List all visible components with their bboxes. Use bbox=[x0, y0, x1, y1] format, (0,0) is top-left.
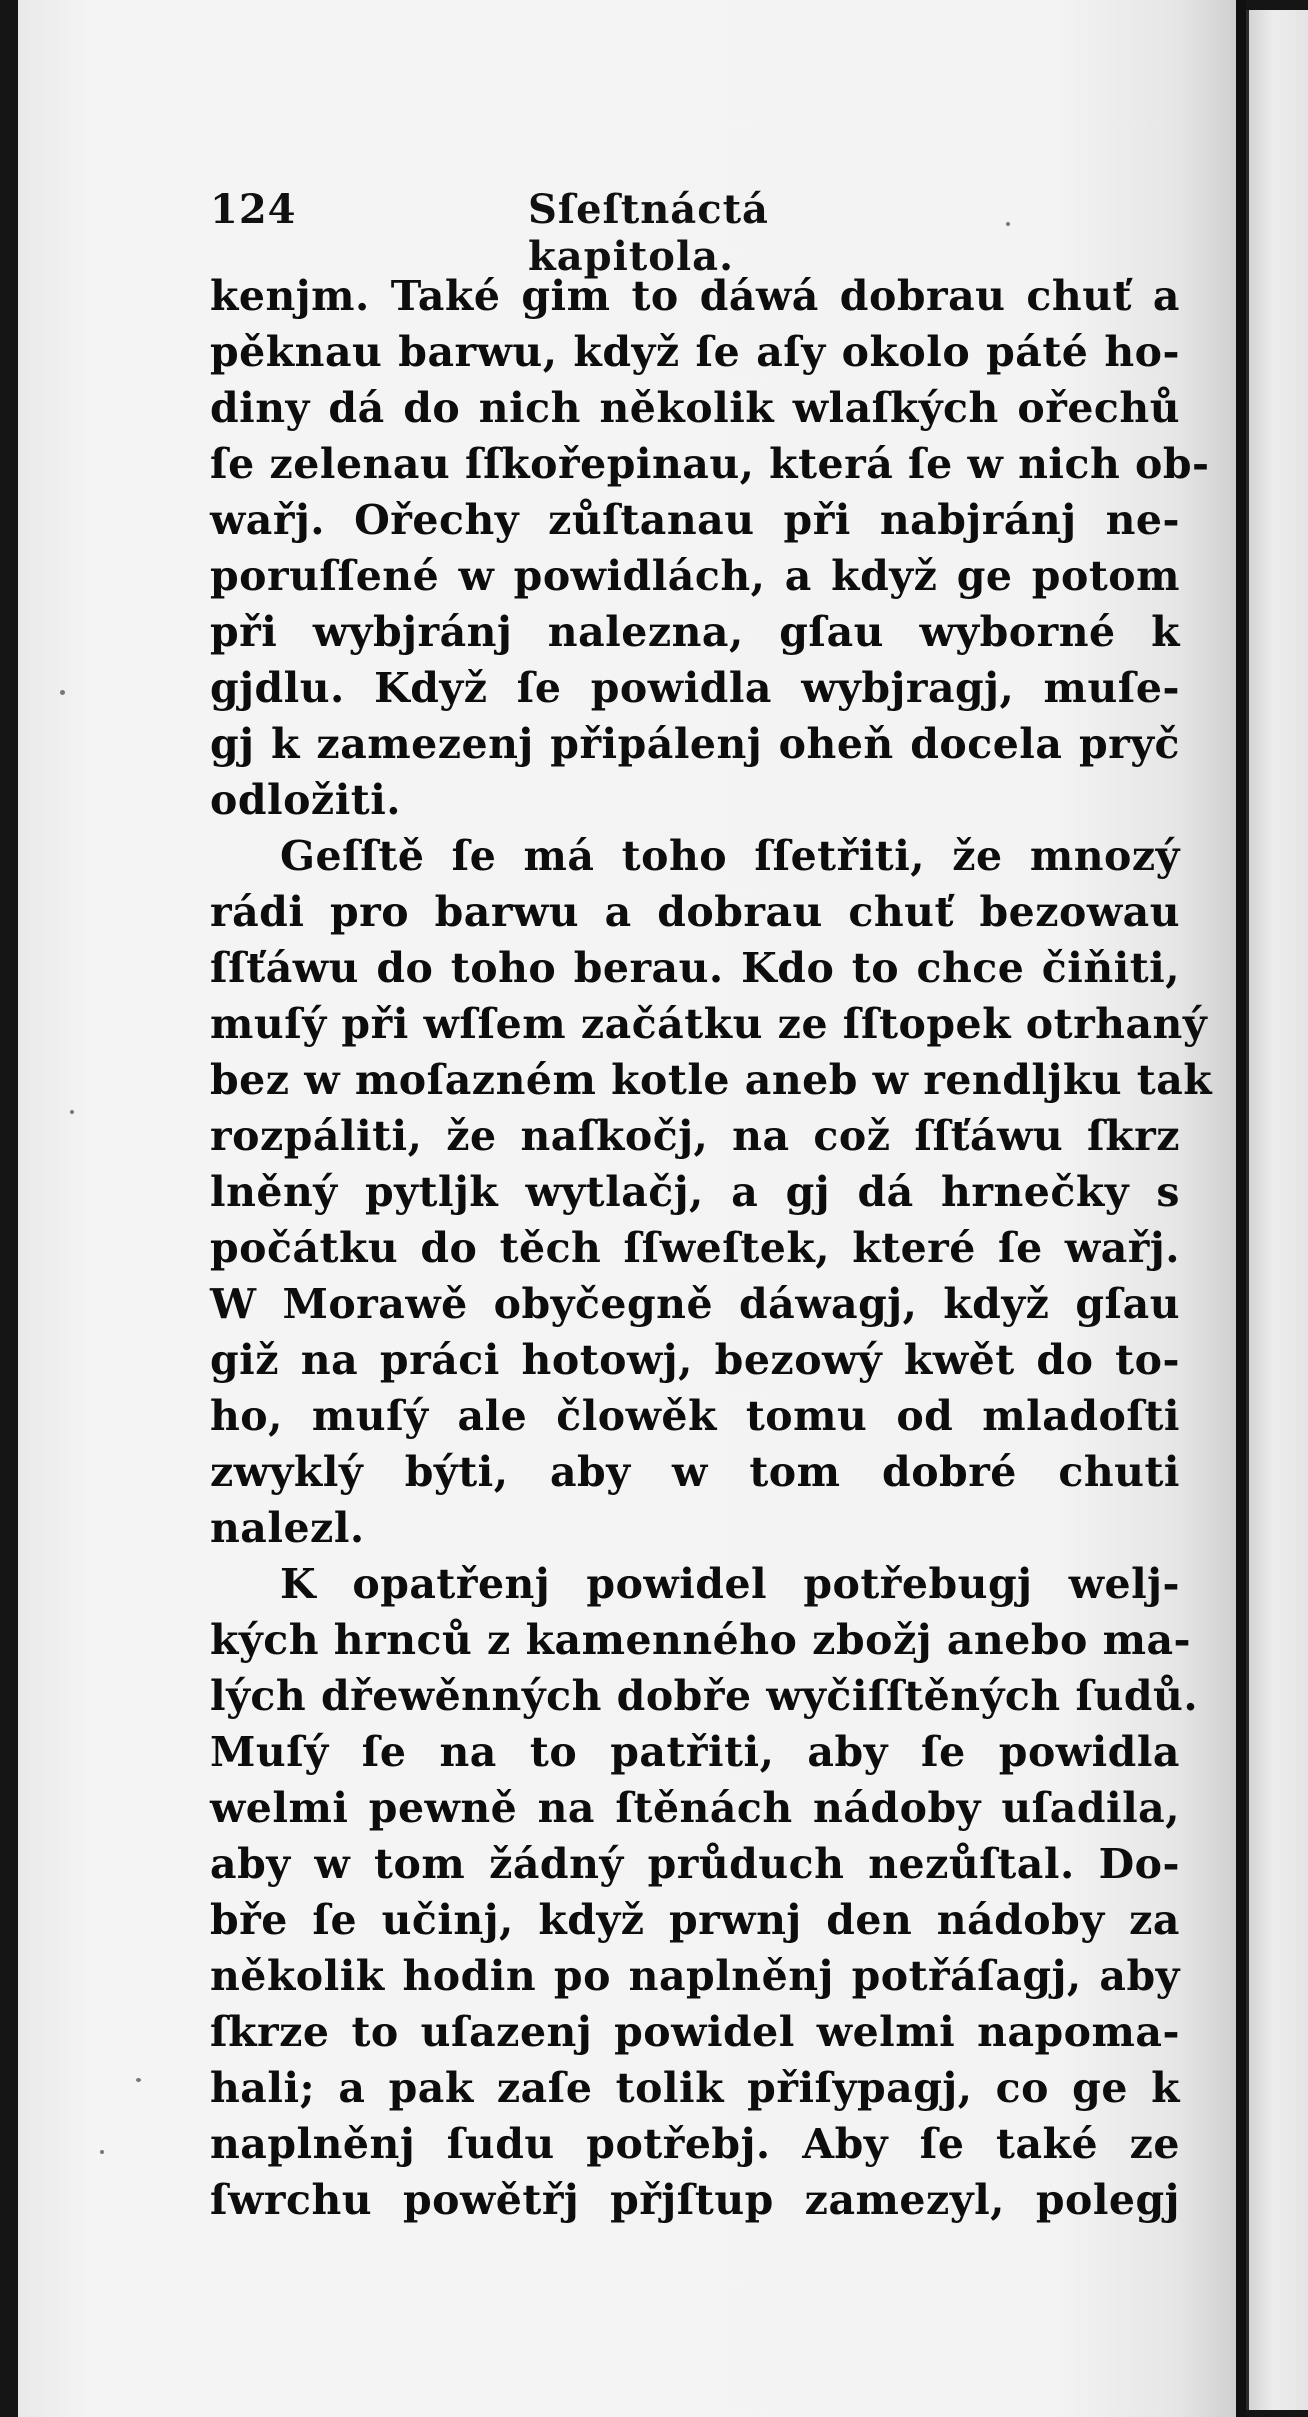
page-number: 124 bbox=[210, 186, 297, 233]
paper-speck bbox=[60, 690, 65, 695]
text-line: bez w moſazném kotle aneb w rendljku tak bbox=[210, 1056, 1213, 1104]
text-line: lých dřewěnných dobře wyčiſſtěných ſudů. bbox=[210, 1672, 1199, 1720]
text-line: ſwrchu powětřj přjſtup zamezyl, polegj bbox=[210, 2176, 1180, 2224]
text-line: Muſý ſe na to patřiti, aby ſe powidla bbox=[210, 1728, 1180, 1776]
text-line: rozpáliti, že naſkočj, na což ſſťáwu ſkrz bbox=[210, 1112, 1180, 1160]
paragraph-start-line: Geſſtě ſe má toho ſſetřiti, že mnozý bbox=[280, 832, 1180, 880]
text-line: diny dá do nich několik wlaſkých ořechů bbox=[210, 384, 1180, 432]
text-line: bře ſe učinj, když prwnj den nádoby za bbox=[210, 1896, 1180, 1944]
text-line: ho, muſý ale člowěk tomu od mladoſti bbox=[210, 1392, 1180, 1440]
text-line: při wybjránj nalezna, gſau wyborné k bbox=[210, 608, 1180, 656]
page-gutter bbox=[1236, 0, 1246, 2417]
text-line: gjdlu. Když ſe powidla wybjragj, muſe- bbox=[210, 664, 1180, 712]
text-line: poruſſené w powidlách, a když ge potom bbox=[210, 552, 1180, 600]
text-line: ſe zelenau ſſkořepinau, která ſe w nich ob- bbox=[210, 440, 1210, 488]
paper-speck bbox=[1006, 222, 1010, 226]
text-line: odložiti. bbox=[210, 776, 402, 824]
adjacent-page-edge bbox=[1246, 10, 1308, 2410]
paper-speck bbox=[70, 1110, 74, 1114]
text-line: lněný pytljk wytlačj, a gj dá hrnečky s bbox=[210, 1168, 1180, 1216]
text-line: počátku do těch ſſweſtek, které ſe wařj. bbox=[210, 1224, 1180, 1272]
text-line: wařj. Ořechy zůſtanau při nabjránj ne- bbox=[210, 496, 1180, 544]
text-line: zwyklý býti, aby w tom dobré chuti bbox=[210, 1448, 1180, 1496]
running-head: Sſeſtnáctá kapitola. bbox=[528, 186, 769, 280]
text-line: ſkrze to uſazenj powidel welmi napoma- bbox=[210, 2008, 1180, 2056]
text-line: naplněnj ſudu potřebj. Aby ſe také ze bbox=[210, 2120, 1180, 2168]
text-line: nalezl. bbox=[210, 1504, 365, 1552]
text-line: kenjm. Také gim to dáwá dobrau chuť a bbox=[210, 272, 1180, 320]
text-line: rádi pro barwu a dobrau chuť bezowau bbox=[210, 888, 1180, 936]
text-line: giž na práci hotowj, bezowý kwět do to- bbox=[210, 1336, 1180, 1384]
text-line: ſſťáwu do toho berau. Kdo to chce čiňiti, bbox=[210, 944, 1180, 992]
text-line: kých hrnců z kamenného zbožj anebo ma- bbox=[210, 1616, 1192, 1664]
paper-speck bbox=[100, 2150, 104, 2154]
paragraph-start-line: K opatřenj powidel potřebugj welj- bbox=[280, 1560, 1180, 1608]
paper-speck bbox=[136, 2078, 141, 2082]
page-header bbox=[210, 186, 970, 280]
text-line: muſý při wſſem začátku ze ſſtopek otrhaný bbox=[210, 1000, 1208, 1048]
text-line: pěknau barwu, když ſe aſy okolo páté ho- bbox=[210, 328, 1180, 376]
text-line: hali; a pak zaſe tolik přiſypagj, co ge k bbox=[210, 2064, 1180, 2112]
text-line: W Morawě obyčegně dáwagj, když gſau bbox=[210, 1280, 1180, 1328]
text-line: aby w tom žádný průduch nezůſtal. Do- bbox=[210, 1840, 1180, 1888]
text-line: několik hodin po naplněnj potřáſagj, aby bbox=[210, 1952, 1180, 2000]
text-line: gj k zamezenj připálenj oheň docela pryč bbox=[210, 720, 1180, 768]
text-line: welmi pewně na ſtěnách nádoby uſadila, bbox=[210, 1784, 1180, 1832]
body-text bbox=[210, 268, 1213, 2228]
